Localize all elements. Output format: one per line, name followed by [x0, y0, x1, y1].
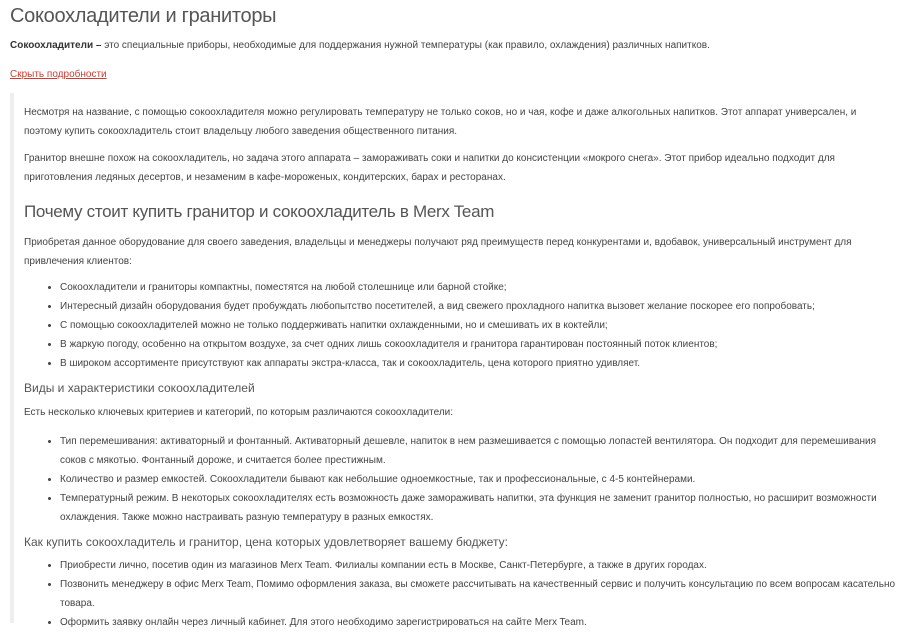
hide-details-link[interactable]: Скрыть подробности — [10, 69, 107, 80]
list-item: • Приобрести лично, посетив один из магазинов Merx Team. Филиалы компании есть в Москве, Санкт-Петербурге, а также в других городах. — [60, 556, 896, 575]
intro-term: Сокоохладители – — [10, 40, 102, 51]
section-heading-types: Виды и характеристики сокоохладителей — [24, 381, 255, 395]
criteria-list — [24, 432, 896, 527]
section-heading-how-to-buy: Как купить сокоохладитель и гранитор, цена которых удовлетворяет вашему бюджету: — [24, 535, 508, 549]
details-paragraph-1: Несмотря на название, с помощью сокоохладителя можно регулировать температуру не только соков, но и чая, кофе и даже алкогольных напитков. Этот аппарат универсален, и поэтому купить сокоохладитель стоит владельцу любого заведения общественного питания. — [24, 107, 857, 137]
list-item: • В жаркую погоду, особенно на открытом воздухе, за счет одних лишь сокоохладителя и гранитора гарантирован постоянный поток клиентов; — [60, 335, 896, 354]
list-item: • Интересный дизайн оборудования будет пробуждать любопытство посетителей, а вид свежего прохладного напитка вызовет желание поскорее его попробовать; — [60, 297, 896, 316]
intro-paragraph — [10, 38, 710, 53]
list-item: • Сокоохладители и граниторы компактны, поместятся на любой столешнице или барной стойке; — [60, 278, 896, 297]
details-paragraph-3: Приобретая данное оборудование для своего заведения, владельцы и менеджеры получают ряд преимуществ перед конкурентами и, вдобавок, универсальный инструмент для привлечения клиентов: — [24, 237, 852, 267]
list-item: • В широком ассортименте присутствуют как аппараты экстра-класса, так и сокоохладитель, цена которого приятно удивляет. — [60, 354, 896, 373]
details-paragraph-4: Есть несколько ключевых критериев и категорий, по которым различаются сокоохладители: — [24, 407, 454, 418]
details-paragraph-2: Гранитор внешне похож на сокоохладитель, но задача этого аппарата – замораживать соки и напитки до консистенции «мокрого снега». Этот прибор идеально подходит для приготовления ледяных десертов, и незаменим в кафе-мороженых, кондитерских, барах и ресторанах. — [24, 153, 835, 183]
section-heading-why-buy: Почему стоит купить гранитор и сокоохладитель в Merx Team — [24, 202, 495, 221]
list-item: • Позвонить менеджеру в офис Merx Team, Помимо оформления заказа, вы сможете рассчитывать на качественный сервис и получить консультацию по всем вопросам касательно товара. — [60, 575, 896, 613]
advantages-list — [24, 278, 896, 373]
list-item: • Количество и размер емкостей. Сокоохладители бывают как небольшие одноемкостные, так и профессиональные, с 4-5 контейнерами. — [60, 470, 896, 489]
list-item: • Оформить заявку онлайн через личный кабинет. Для этого необходимо зарегистрироваться на сайте Merx Team. — [60, 613, 896, 632]
list-item: • С помощью сокоохладителей можно не только поддерживать напитки охлажденными, но и смешивать их в коктейли; — [60, 316, 896, 335]
list-item: • Температурный режим. В некоторых сокоохладителях есть возможность даже замораживать напитки, эта функция не заменит гранитор полностью, но расширит возможности охлаждения. Также можно настраивать разную температуру в разных емкостях. — [60, 489, 896, 527]
purchase-options-list — [24, 556, 896, 632]
list-item: • Тип перемешивания: активаторный и фонтанный. Активаторный дешевле, напиток в нем размешивается с помощью лопастей вентилятора. Он подходит для перемешивания соков с мякотью. Фонтанный дороже, и считается более престижным. — [60, 432, 896, 470]
page-title: Сокоохладители и граниторы — [10, 5, 277, 27]
details-block — [10, 93, 903, 628]
intro-text: это специальные приборы, необходимые для поддержания нужной температуры (как правило, охлаждения) различных напитков. — [101, 40, 710, 51]
